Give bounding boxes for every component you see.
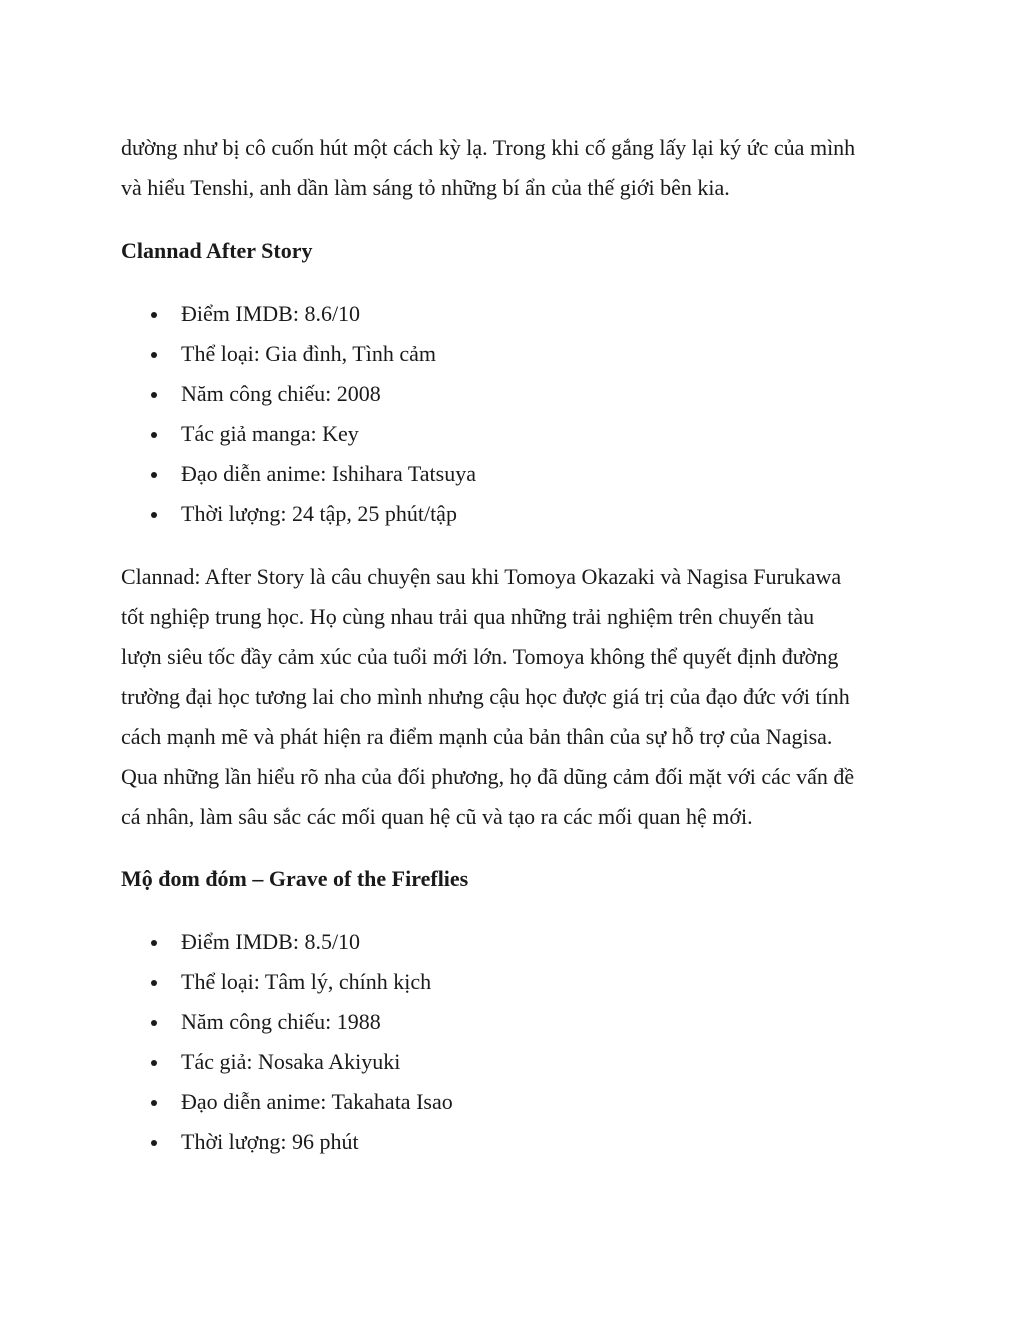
text-line: và hiểu Tenshi, anh dần làm sáng tỏ những bí ẩn của thế giới bên kia.	[121, 175, 730, 200]
text-line: Qua những lần hiểu rõ nha của đối phương, họ đã dũng cảm đối mặt với các vấn đề	[121, 764, 855, 789]
bullet-icon	[151, 980, 157, 986]
list-item: Điểm IMDB: 8.5/10	[121, 922, 921, 962]
list-item: Thời lượng: 24 tập, 25 phút/tập	[121, 494, 921, 534]
text-line: dường như bị cô cuốn hút một cách kỳ lạ. Trong khi cố gắng lấy lại ký ức của mình	[121, 135, 856, 160]
list-item: Năm công chiếu: 1988	[121, 1002, 921, 1042]
bullet-icon	[151, 940, 157, 946]
list-item: Thể loại: Tâm lý, chính kịch	[121, 962, 921, 1002]
bullet-icon	[151, 352, 157, 358]
list-item: Đạo diễn anime: Takahata Isao	[121, 1082, 921, 1122]
list-item: Thời lượng: 96 phút	[121, 1122, 921, 1162]
list-item: Điểm IMDB: 8.6/10	[121, 294, 921, 334]
text-line: Clannad: After Story là câu chuyện sau khi Tomoya Okazaki và Nagisa Furukawa	[121, 564, 842, 589]
list-item: Năm công chiếu: 2008	[121, 374, 921, 414]
bullet-icon	[151, 472, 157, 478]
list-item: Tác giả: Nosaka Akiyuki	[121, 1042, 921, 1082]
list-item: Thể loại: Gia đình, Tình cảm	[121, 334, 921, 374]
text-line: cách mạnh mẽ và phát hiện ra điểm mạnh của bản thân của sự hỗ trợ của Nagisa.	[121, 724, 833, 749]
text-line: cá nhân, làm sâu sắc các mối quan hệ cũ và tạo ra các mối quan hệ mới.	[121, 804, 753, 829]
bullet-icon	[151, 512, 157, 518]
bullet-icon	[151, 1020, 157, 1026]
bullet-icon	[151, 1060, 157, 1066]
list-item: Tác giả manga: Key	[121, 414, 921, 454]
bullet-icon	[151, 432, 157, 438]
section-heading-grave-of-the-fireflies: Mộ đom đóm – Grave of the Fireflies	[121, 866, 469, 891]
bullet-icon	[151, 392, 157, 398]
bullet-icon	[151, 1140, 157, 1146]
list-item: Đạo diễn anime: Ishihara Tatsuya	[121, 454, 921, 494]
bullet-icon	[151, 312, 157, 318]
text-line: lượn siêu tốc đầy cảm xúc của tuổi mới lớn. Tomoya không thể quyết định đường	[121, 644, 839, 669]
fact-list-clannad	[121, 294, 921, 534]
description-paragraph-clannad	[121, 557, 921, 837]
bullet-icon	[151, 1100, 157, 1106]
section-heading-clannad: Clannad After Story	[121, 238, 313, 263]
text-line: trường đại học tương lai cho mình nhưng cậu học được giá trị của đạo đức với tính	[121, 684, 850, 709]
text-line: tốt nghiệp trung học. Họ cùng nhau trải qua những trải nghiệm trên chuyến tàu	[121, 604, 815, 629]
document-page	[121, 128, 921, 1162]
fact-list-grave-of-the-fireflies	[121, 922, 921, 1162]
intro-paragraph	[121, 128, 921, 208]
